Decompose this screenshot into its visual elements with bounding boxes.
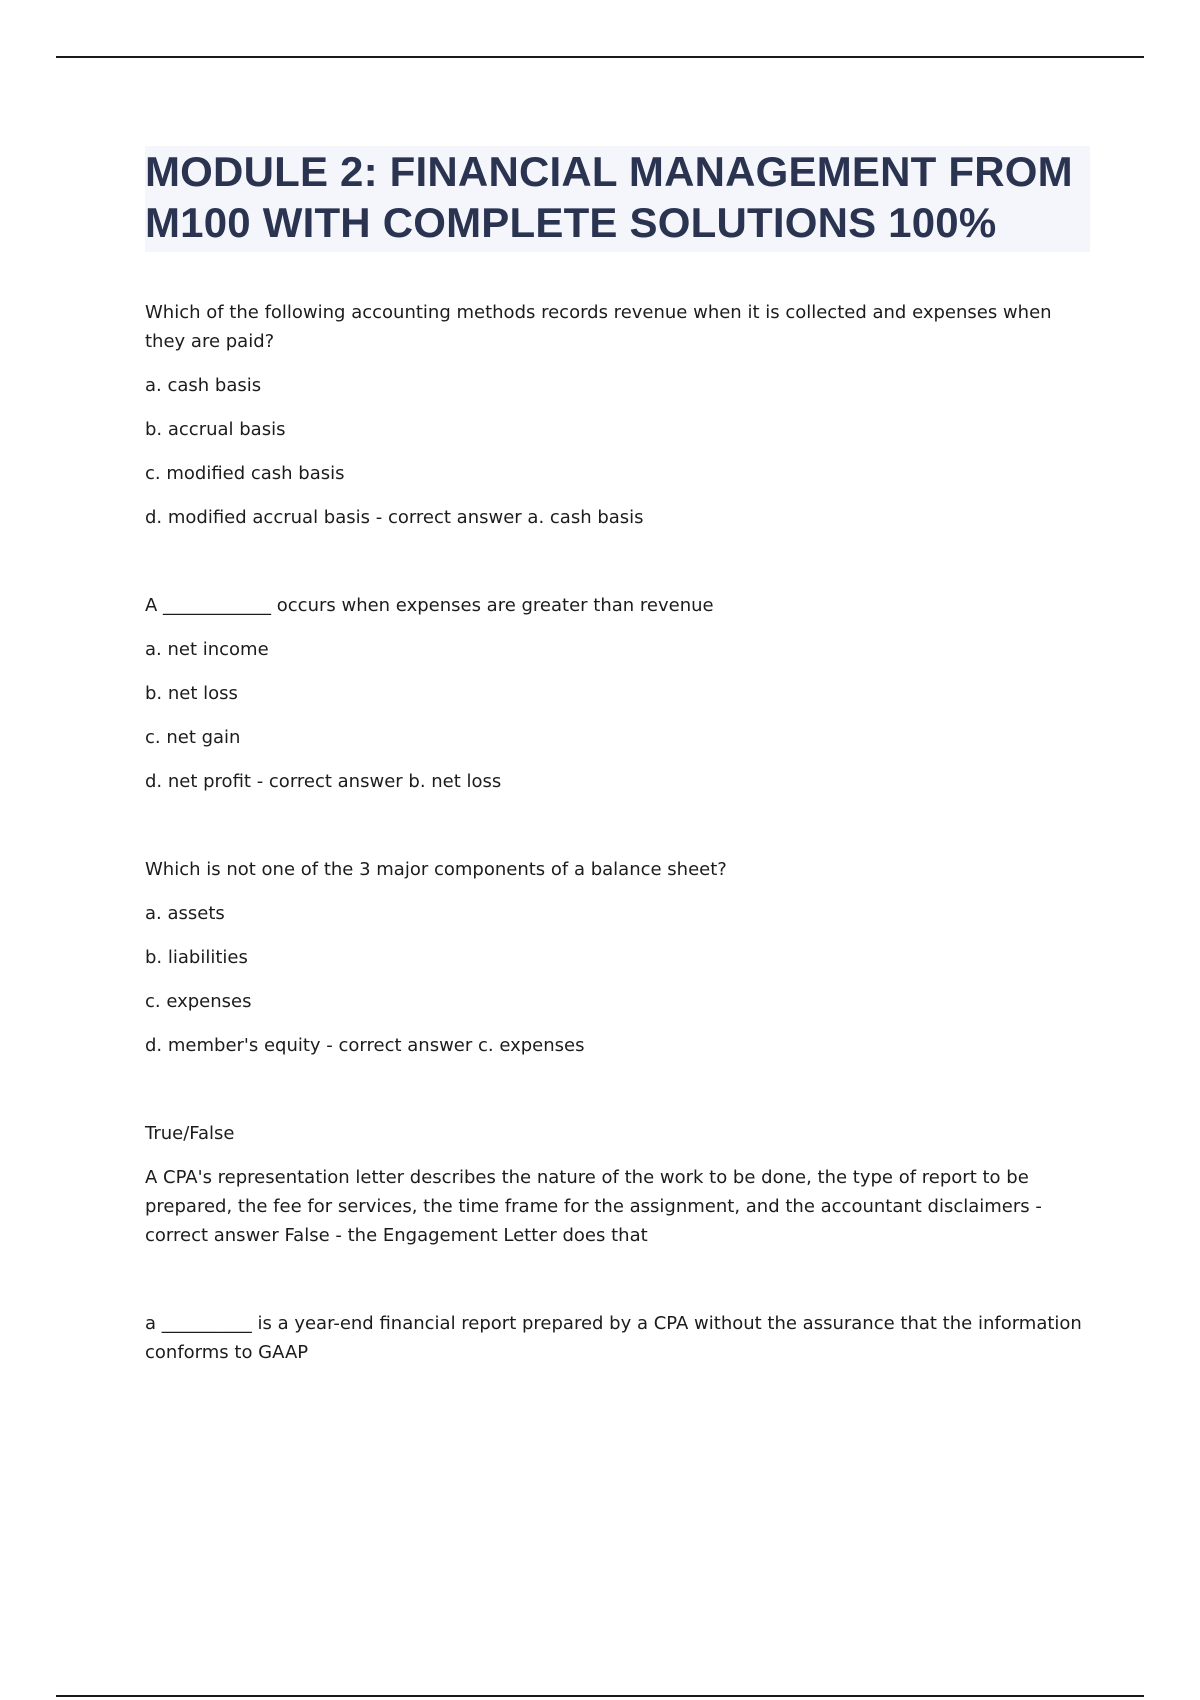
true-false-label: True/False (145, 1123, 235, 1144)
document-title: MODULE 2: FINANCIAL MANAGEMENT FROM M100 WITH COMPLETE SOLUTIONS 100% (145, 148, 1073, 246)
question-4 (145, 1119, 1090, 1250)
question-1 (145, 298, 1090, 532)
top-rule (56, 56, 1144, 58)
question-3 (145, 855, 1090, 1060)
question-text: Which is not one of the 3 major components of a balance sheet? (145, 859, 727, 880)
option-a: a. net income (145, 639, 269, 660)
bottom-rule (56, 1695, 1144, 1697)
option-c: c. modified cash basis (145, 463, 345, 484)
option-c: c. net gain (145, 727, 241, 748)
option-d-answer: d. modified accrual basis - correct answer a. cash basis (145, 507, 644, 528)
question-text: Which of the following accounting methods records revenue when it is collected and expenses when they are paid? (145, 302, 1052, 352)
question-2 (145, 591, 1090, 796)
option-d-answer: d. member's equity - correct answer c. expenses (145, 1035, 585, 1056)
title-banner (145, 146, 1090, 252)
option-a: a. cash basis (145, 375, 262, 396)
question-text: A ____________ occurs when expenses are greater than revenue (145, 595, 714, 616)
question-5 (145, 1309, 1090, 1367)
option-b: b. liabilities (145, 947, 248, 968)
option-c: c. expenses (145, 991, 252, 1012)
document-body (145, 146, 1090, 1382)
statement-answer: A CPA's representation letter describes the nature of the work to be done, the type of report to be prepared, the fee for services, the time frame for the assignment, and the accountant disclaimers - correct answer False - the Engagement Letter does that (145, 1167, 1042, 1246)
question-text: a __________ is a year-end financial report prepared by a CPA without the assurance that the information conforms to GAAP (145, 1313, 1082, 1363)
option-d-answer: d. net profit - correct answer b. net loss (145, 771, 502, 792)
option-b: b. net loss (145, 683, 238, 704)
option-b: b. accrual basis (145, 419, 286, 440)
option-a: a. assets (145, 903, 225, 924)
